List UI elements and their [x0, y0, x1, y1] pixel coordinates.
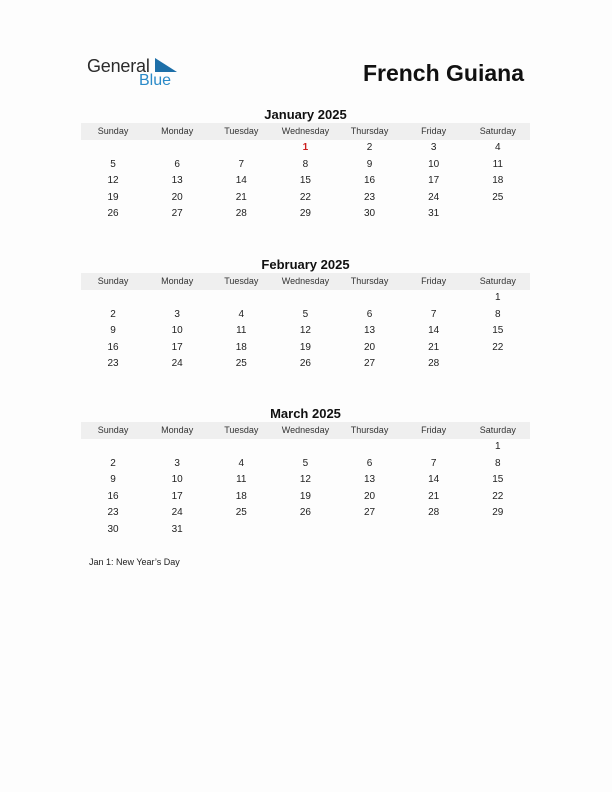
- weekday-label: Monday: [161, 425, 194, 435]
- day-cell: 24: [428, 191, 440, 203]
- logo-text-general: General: [87, 56, 150, 76]
- month-title: January 2025: [264, 107, 347, 122]
- weekday-label: Saturday: [479, 126, 516, 136]
- day-cell: 5: [302, 457, 309, 469]
- weekday-label: Friday: [421, 126, 447, 136]
- day-cell: 23: [364, 191, 376, 203]
- day-cell: 15: [492, 474, 504, 486]
- day-cell: 22: [299, 191, 311, 203]
- weekday-label: Tuesday: [224, 126, 259, 136]
- day-cell: 25: [235, 358, 247, 370]
- day-cell: 30: [364, 208, 376, 220]
- day-cell: 4: [495, 142, 501, 153]
- day-cell: 28: [235, 208, 247, 220]
- month-january: [81, 106, 530, 223]
- month-title: March 2025: [270, 406, 341, 421]
- day-cell: 16: [364, 175, 376, 187]
- day-cell: 4: [238, 457, 245, 469]
- day-cell: 5: [110, 158, 116, 170]
- week-row: [81, 439, 530, 456]
- week-row: [81, 173, 530, 190]
- day-cell: 11: [236, 474, 247, 486]
- weekday-label: Monday: [161, 276, 194, 286]
- day-cell: 6: [366, 457, 373, 469]
- weekday-label: Tuesday: [224, 425, 259, 435]
- day-cell: 1: [495, 441, 501, 452]
- day-cell: 3: [430, 142, 437, 153]
- day-cell: 9: [110, 474, 116, 486]
- day-cell: 29: [299, 208, 311, 220]
- week-row: [81, 340, 530, 357]
- day-cell: 21: [428, 341, 440, 353]
- country-title: French Guiana: [362, 60, 524, 86]
- day-cell: 19: [107, 191, 119, 203]
- weekday-label: Friday: [421, 425, 447, 435]
- day-cell: 27: [364, 358, 376, 370]
- weekday-label: Thursday: [350, 126, 389, 136]
- weekday-header-row: [81, 422, 530, 439]
- day-cell: 27: [171, 208, 183, 220]
- week-row: [81, 323, 530, 340]
- generalblue-logo: [87, 56, 197, 92]
- day-cell: 13: [364, 474, 376, 486]
- week-row: [81, 157, 530, 174]
- weekday-label: Thursday: [350, 276, 389, 286]
- day-cell: 6: [174, 158, 180, 170]
- weekday-label: Friday: [421, 276, 447, 286]
- day-cell: 4: [238, 308, 245, 320]
- week-row: [81, 307, 530, 324]
- day-cell: 22: [492, 490, 504, 502]
- day-cell: 17: [171, 341, 183, 353]
- day-cell: 3: [174, 457, 180, 469]
- day-cell: 26: [299, 358, 311, 370]
- day-cell: 12: [299, 474, 311, 486]
- day-cell: 19: [299, 490, 311, 502]
- weekday-label: Monday: [161, 126, 194, 136]
- weekday-label: Wednesday: [281, 425, 330, 435]
- day-cell: 10: [171, 325, 183, 337]
- logo-text-blue: Blue: [139, 72, 172, 89]
- day-cell: 7: [430, 308, 437, 320]
- weekday-label: Wednesday: [281, 276, 330, 286]
- month-march: [81, 405, 530, 539]
- day-cell: 20: [171, 191, 183, 203]
- day-cell: 8: [495, 457, 501, 469]
- day-cell: 2: [110, 457, 116, 469]
- day-cell: 11: [236, 325, 247, 337]
- week-row: [81, 505, 530, 522]
- day-cell: 9: [366, 158, 373, 170]
- day-cell: 7: [238, 158, 245, 170]
- day-cell: 16: [107, 490, 119, 502]
- week-row: [81, 290, 530, 307]
- day-cell: 17: [171, 490, 183, 502]
- day-cell: 18: [235, 490, 247, 502]
- day-cell: 16: [107, 341, 119, 353]
- day-cell: 13: [364, 325, 376, 337]
- day-cell: 17: [428, 175, 440, 187]
- week-row: [81, 522, 530, 539]
- day-cell: 14: [428, 474, 440, 486]
- day-cell: 27: [364, 507, 376, 519]
- day-cell: 18: [235, 341, 247, 353]
- holiday-note: Jan 1: New Year’s Day: [89, 557, 180, 567]
- day-cell: 9: [110, 325, 116, 337]
- week-row: [81, 489, 530, 506]
- holiday-notes: [89, 556, 180, 568]
- day-cell: 6: [366, 308, 373, 320]
- month-title: February 2025: [261, 257, 350, 272]
- day-cell: 21: [235, 191, 247, 203]
- day-cell: 20: [364, 490, 376, 502]
- day-cell: 29: [492, 507, 504, 519]
- day-cell: 25: [492, 191, 504, 203]
- day-cell: 1: [495, 292, 501, 303]
- day-cell: 18: [492, 175, 504, 187]
- day-cell: 26: [107, 208, 119, 220]
- day-cell: 31: [171, 523, 183, 535]
- day-cell: 23: [107, 507, 119, 519]
- week-row: [81, 356, 530, 373]
- week-row: [81, 456, 530, 473]
- week-row: [81, 472, 530, 489]
- day-cell: 28: [428, 507, 440, 519]
- day-cell: 22: [492, 341, 504, 353]
- day-cell: 2: [110, 308, 116, 320]
- week-row: [81, 140, 530, 157]
- day-cell: 30: [107, 523, 119, 535]
- day-cell: 10: [428, 158, 440, 170]
- day-cell: 23: [107, 358, 119, 370]
- weekday-label: Tuesday: [224, 276, 259, 286]
- day-cell: 24: [171, 507, 183, 519]
- day-cell: 25: [235, 507, 247, 519]
- day-cell: 15: [492, 325, 504, 337]
- day-cell: 24: [171, 358, 183, 370]
- day-cell: 15: [299, 175, 311, 187]
- day-cell: 10: [171, 474, 183, 486]
- day-cell: 2: [366, 142, 373, 153]
- weekday-header-row: [81, 273, 530, 290]
- day-cell: 8: [302, 158, 309, 170]
- weekday-label: Wednesday: [281, 126, 330, 136]
- weekday-label: Sunday: [97, 276, 129, 286]
- weekday-label: Sunday: [97, 425, 129, 435]
- day-cell: 12: [107, 175, 119, 187]
- week-row: [81, 190, 530, 207]
- day-cell: 14: [428, 325, 440, 337]
- day-cell: 1: [302, 142, 309, 153]
- day-cell: 7: [430, 457, 437, 469]
- day-cell: 31: [428, 208, 440, 220]
- day-cell: 3: [174, 308, 180, 320]
- weekday-label: Saturday: [479, 425, 516, 435]
- day-cell: 13: [171, 175, 183, 187]
- day-cell: 28: [428, 358, 440, 370]
- weekday-label: Saturday: [479, 276, 516, 286]
- weekday-header-row: [81, 123, 530, 140]
- month-february: [81, 256, 530, 373]
- day-cell: 21: [428, 490, 440, 502]
- day-cell: 14: [235, 175, 247, 187]
- day-cell: 19: [299, 341, 311, 353]
- weekday-label: Sunday: [97, 126, 129, 136]
- day-cell: 20: [364, 341, 376, 353]
- week-row: [81, 206, 530, 223]
- day-cell: 12: [299, 325, 311, 337]
- day-cell: 26: [299, 507, 311, 519]
- weekday-label: Thursday: [350, 425, 389, 435]
- day-cell: 11: [492, 158, 503, 170]
- day-cell: 8: [495, 308, 501, 320]
- day-cell: 5: [302, 308, 309, 320]
